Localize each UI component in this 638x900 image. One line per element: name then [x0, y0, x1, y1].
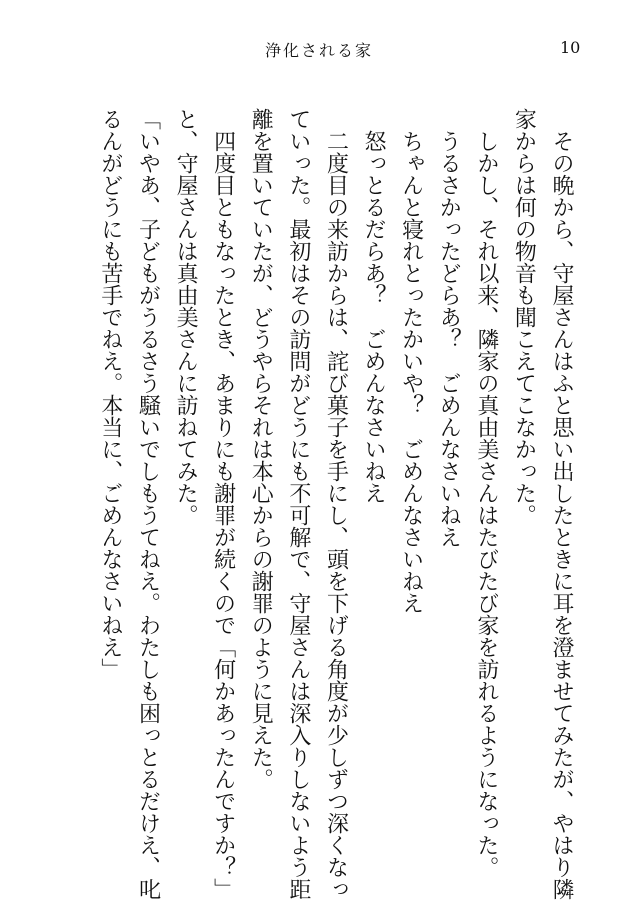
text-line: 二度目の来訪からは、詫び菓子を手にし、頭を下げる角度が少しずつ深くなっ	[323, 108, 349, 900]
text-line: 離を置いていたが、どうやらそれは本心からの謝罪のように見えた。	[248, 108, 274, 790]
text-line: るんがどうにも苦手でねえ。本当に、ごめんなさいねえ」	[97, 108, 123, 680]
text-line: うるさかったどらあ？ ごめんなさいねえ	[436, 108, 462, 548]
text-line: 四度目ともなったとき、あまりにも謝罪が続くので「何かあったんですか？」	[210, 108, 236, 900]
page-number: 10	[560, 38, 581, 57]
text-line: 怒っとるだらあ？ ごめんなさいねえ	[361, 108, 387, 504]
text-line: ちゃんと寝れとったかいや？ ごめんなさいねえ	[398, 108, 424, 614]
text-line: 家からは何の物音も聞こえてこなかった。	[511, 108, 537, 526]
text-line: と、守屋さんは真由美さんに訪ねてみた。	[173, 108, 199, 526]
text-line: その晩から、守屋さんはふと思い出したときに耳を澄ませてみたが、やはり隣	[549, 108, 574, 900]
running-title: 浄化される家	[264, 41, 373, 60]
text-line: ていった。最初はその訪問がどうにも不可解で、守屋さんは深入りしないよう距	[285, 108, 311, 900]
text-line: 「いやあ、子どもがうるさう騒いでしもうてねえ。わたしも困っとるだけえ、叱	[135, 108, 161, 900]
vertical-text-body	[80, 108, 580, 900]
text-line: しかし、それ以来、隣家の真由美さんはたびたび家を訪れるようになった。	[473, 108, 499, 878]
